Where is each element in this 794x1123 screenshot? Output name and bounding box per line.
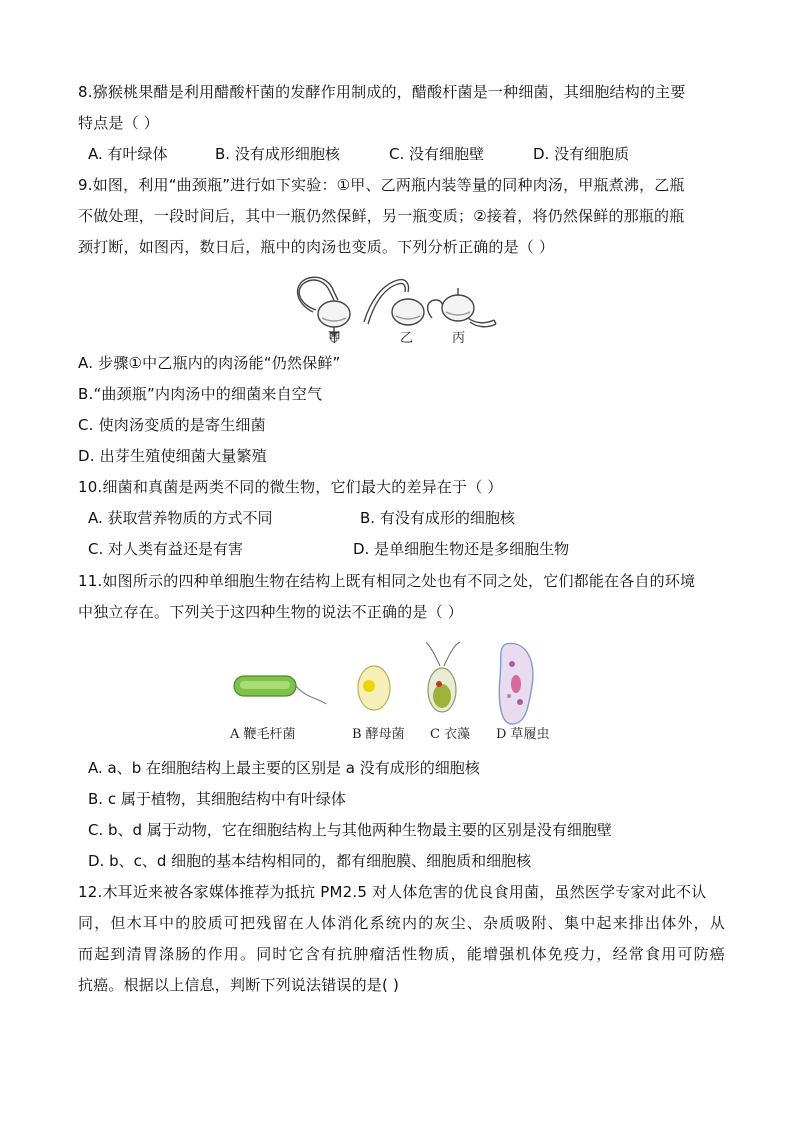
q8-stem-line-1: 8.猕猴桃果醋是利用醋酸杆菌的发酵作用制成的，醋酸杆菌是一种细菌，其细胞结构的主要 bbox=[78, 83, 686, 101]
q11-stem-line-2: 中独立存在。下列关于这四种生物的说法不正确的是（ ） bbox=[78, 603, 463, 621]
q9-stem-line-2: 不做处理，一段时间后，其中一瓶仍然保鲜，另一瓶变质；②接着，将仍然保鲜的那瓶的瓶 bbox=[78, 207, 685, 225]
flask-label-jia: 甲 bbox=[328, 331, 342, 344]
q10-option-c: C. 对人类有益还是有害 bbox=[88, 540, 244, 558]
q11-option-b: B. c 属于植物，其细胞结构中有叶绿体 bbox=[88, 790, 346, 808]
q10-option-d: D. 是单细胞生物还是多细胞生物 bbox=[353, 540, 570, 558]
q8-stem-line-2: 特点是（ ） bbox=[78, 114, 159, 132]
q9-option-d: D. 出芽生殖使细菌大量繁殖 bbox=[78, 447, 267, 465]
organism-label-b: B 酵母菌 bbox=[352, 727, 405, 742]
q8-option-b: B. 没有成形细胞核 bbox=[215, 145, 340, 163]
flask-jia bbox=[298, 277, 350, 342]
flask-label-bing: 丙 bbox=[452, 331, 466, 344]
q11-option-d: D. b、c、d 细胞的基本结构相同的，都有细胞膜、细胞质和细胞核 bbox=[88, 852, 532, 870]
swan-neck-flask-figure bbox=[286, 274, 506, 344]
flagellated-bacillus bbox=[234, 676, 326, 704]
q9-stem-line-3: 颈打断，如图丙，数日后，瓶中的肉汤也变质。下列分析正确的是（ ） bbox=[78, 238, 555, 256]
q12-stem-line-1: 12.木耳近来被各家媒体推荐为抵抗 PM2.5 对人体危害的优良食用菌，虽然医学专家对此不认 bbox=[78, 883, 707, 901]
q11-option-c: C. b、d 属于动物，它在细胞结构上与其他两种生物最主要的区别是没有细胞壁 bbox=[88, 821, 612, 839]
q11-option-a: A. a、b 在细胞结构上最主要的区别是 a 没有成形的细胞核 bbox=[88, 759, 480, 777]
paramecium-cell bbox=[499, 643, 533, 724]
q8-option-d: D. 没有细胞质 bbox=[533, 145, 630, 163]
organism-label-a: A 鞭毛杆菌 bbox=[230, 727, 296, 742]
q10-stem: 10.细菌和真菌是两类不同的微生物，它们最大的差异在于（ ） bbox=[78, 478, 503, 496]
q8-option-c: C. 没有细胞壁 bbox=[389, 145, 485, 163]
flask-bing bbox=[428, 288, 496, 327]
organism-label-d: D 草履虫 bbox=[496, 727, 550, 742]
q10-option-a: A. 获取营养物质的方式不同 bbox=[88, 509, 273, 527]
q8-option-a: A. 有叶绿体 bbox=[88, 145, 168, 163]
organism-label-c: C 衣藻 bbox=[430, 727, 471, 742]
single-cell-organisms-figure bbox=[226, 638, 566, 746]
q9-option-c: C. 使肉汤变质的是寄生细菌 bbox=[78, 416, 266, 434]
q12-stem-line-4: 抗癌。根据以上信息，判断下列说法错误的是( ) bbox=[78, 976, 400, 994]
chlamydomonas-cell bbox=[426, 642, 460, 712]
q9-option-a: A. 步骤①中乙瓶内的肉汤能“仍然保鲜” bbox=[78, 354, 341, 372]
q12-stem-line-2: 同，但木耳中的胶质可把残留在人体消化系统内的灰尘、杂质吸附、集中起来排出体外，从 bbox=[78, 914, 727, 932]
q12-stem-line-3: 而起到清胃涤肠的作用。同时它含有抗肿瘤活性物质，能增强机体免疫力，经常食用可防癌 bbox=[78, 945, 727, 963]
q10-option-b: B. 有没有成形的细胞核 bbox=[360, 509, 515, 527]
q9-stem-line-1: 9.如图，利用“曲颈瓶”进行如下实验：①甲、乙两瓶内装等量的同种肉汤，甲瓶煮沸，乙瓶 bbox=[78, 176, 685, 194]
yeast-cell bbox=[358, 666, 390, 710]
flask-yi bbox=[364, 280, 424, 325]
flask-label-yi: 乙 bbox=[400, 331, 414, 344]
q9-option-b: B.“曲颈瓶”内肉汤中的细菌来自空气 bbox=[78, 385, 323, 403]
q11-stem-line-1: 11.如图所示的四种单细胞生物在结构上既有相同之处也有不同之处，它们都能在各自的环境 bbox=[78, 572, 696, 590]
